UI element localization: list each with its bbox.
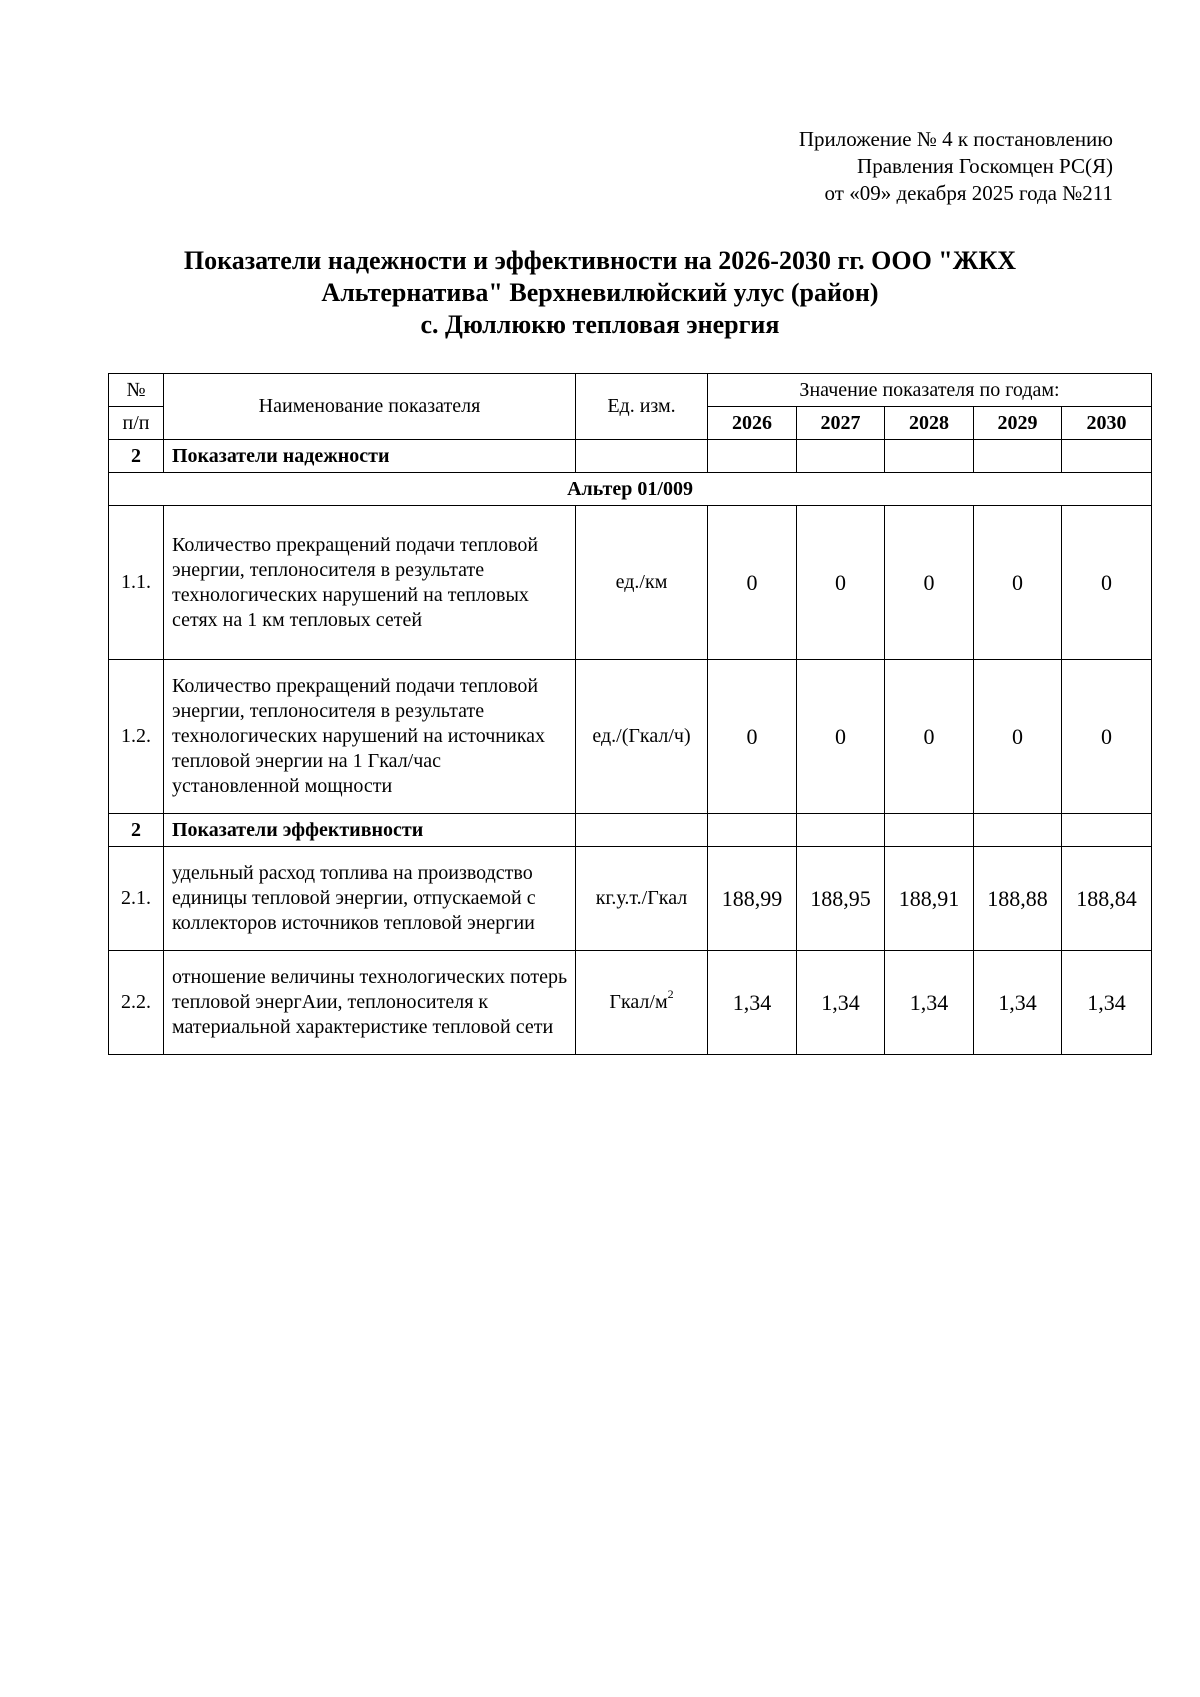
row-value-2028: 188,91 [885, 847, 974, 951]
row-unit [576, 951, 708, 1055]
unit-superscript: 2 [667, 987, 674, 1002]
row-value-2030: 0 [1062, 506, 1152, 660]
appendix-note [799, 126, 1113, 207]
row-value-2030: 1,34 [1062, 951, 1152, 1055]
table-row [109, 506, 1152, 660]
title-line-2: Альтернатива" Верхневилюйский улус (район) [321, 278, 879, 307]
appendix-line-1: Приложение № 4 к постановлению [798, 127, 1113, 151]
row-name: отношение величины технологических потерь тепловой энергАии, теплоносителя к материальной характеристике тепловой сети [164, 951, 576, 1055]
header-name: Наименование показателя [164, 374, 576, 440]
row-value-2028: 0 [885, 506, 974, 660]
row-value-2027: 0 [797, 506, 885, 660]
row-value-2030: 0 [1062, 660, 1152, 814]
section-label: Показатели эффективности [164, 814, 576, 847]
header-year-2027: 2027 [797, 407, 885, 440]
row-value-2026: 1,34 [708, 951, 797, 1055]
row-no: 2.1. [109, 847, 164, 951]
row-value-2029: 1,34 [974, 951, 1062, 1055]
document-title [100, 245, 1100, 341]
empty-cell [576, 814, 708, 847]
row-value-2029: 188,88 [974, 847, 1062, 951]
empty-cell [885, 814, 974, 847]
header-values-group: Значение показателя по годам: [708, 374, 1152, 407]
table-row [109, 847, 1152, 951]
row-value-2027: 1,34 [797, 951, 885, 1055]
table-row [109, 951, 1152, 1055]
empty-cell [1062, 440, 1152, 473]
row-no: 2.2. [109, 951, 164, 1055]
appendix-line-2: Правления Госкомцен РС(Я) [857, 154, 1113, 178]
row-value-2027: 188,95 [797, 847, 885, 951]
row-value-2029: 0 [974, 506, 1062, 660]
row-value-2026: 188,99 [708, 847, 797, 951]
row-name: Количество прекращений подачи тепловой энергии, теплоносителя в результате технологических нарушений на тепловых сетях на 1 км тепловых сетей [164, 506, 576, 660]
row-value-2026: 0 [708, 660, 797, 814]
row-name: удельный расход топлива на производство единицы тепловой энергии, отпускаемой с коллекторов источников тепловой энергии [164, 847, 576, 951]
empty-cell [885, 440, 974, 473]
row-value-2028: 1,34 [885, 951, 974, 1055]
row-name: Количество прекращений подачи тепловой энергии, теплоносителя в результате технологических нарушений на источниках тепловой энергии на 1 Гкал/час установленной мощности [164, 660, 576, 814]
title-line-3: с. Дюллюкю тепловая энергия [420, 310, 780, 339]
empty-cell [797, 440, 885, 473]
row-unit: ед./км [576, 506, 708, 660]
header-no-line2: п/п [109, 407, 164, 440]
row-value-2028: 0 [885, 660, 974, 814]
section-no: 2 [109, 440, 164, 473]
row-unit: ед./(Гкал/ч) [576, 660, 708, 814]
appendix-line-3: от «09» декабря 2025 года №211 [824, 181, 1113, 205]
table-row [109, 660, 1152, 814]
header-unit: Ед. изм. [576, 374, 708, 440]
row-value-2026: 0 [708, 506, 797, 660]
header-year-2030: 2030 [1062, 407, 1152, 440]
empty-cell [708, 814, 797, 847]
section-label: Показатели надежности [164, 440, 576, 473]
empty-cell [974, 814, 1062, 847]
unit-base: Гкал/м [609, 991, 668, 1013]
header-year-2028: 2028 [885, 407, 974, 440]
header-year-2026: 2026 [708, 407, 797, 440]
empty-cell [576, 440, 708, 473]
header-year-2029: 2029 [974, 407, 1062, 440]
group-row [109, 473, 1152, 506]
section-row-reliability [109, 440, 1152, 473]
empty-cell [974, 440, 1062, 473]
row-no: 1.2. [109, 660, 164, 814]
row-value-2027: 0 [797, 660, 885, 814]
section-row-efficiency [109, 814, 1152, 847]
row-value-2029: 0 [974, 660, 1062, 814]
empty-cell [797, 814, 885, 847]
empty-cell [708, 440, 797, 473]
title-line-1: Показатели надежности и эффективности на 2026-2030 гг. ООО "ЖКХ [183, 246, 1017, 275]
section-no: 2 [109, 814, 164, 847]
row-value-2030: 188,84 [1062, 847, 1152, 951]
header-no-line1: № [109, 374, 164, 407]
empty-cell [1062, 814, 1152, 847]
header-row-1 [109, 374, 1152, 407]
row-unit: кг.у.т./Гкал [576, 847, 708, 951]
indicators-table [108, 373, 1152, 1055]
group-label: Альтер 01/009 [109, 473, 1152, 506]
row-no: 1.1. [109, 506, 164, 660]
